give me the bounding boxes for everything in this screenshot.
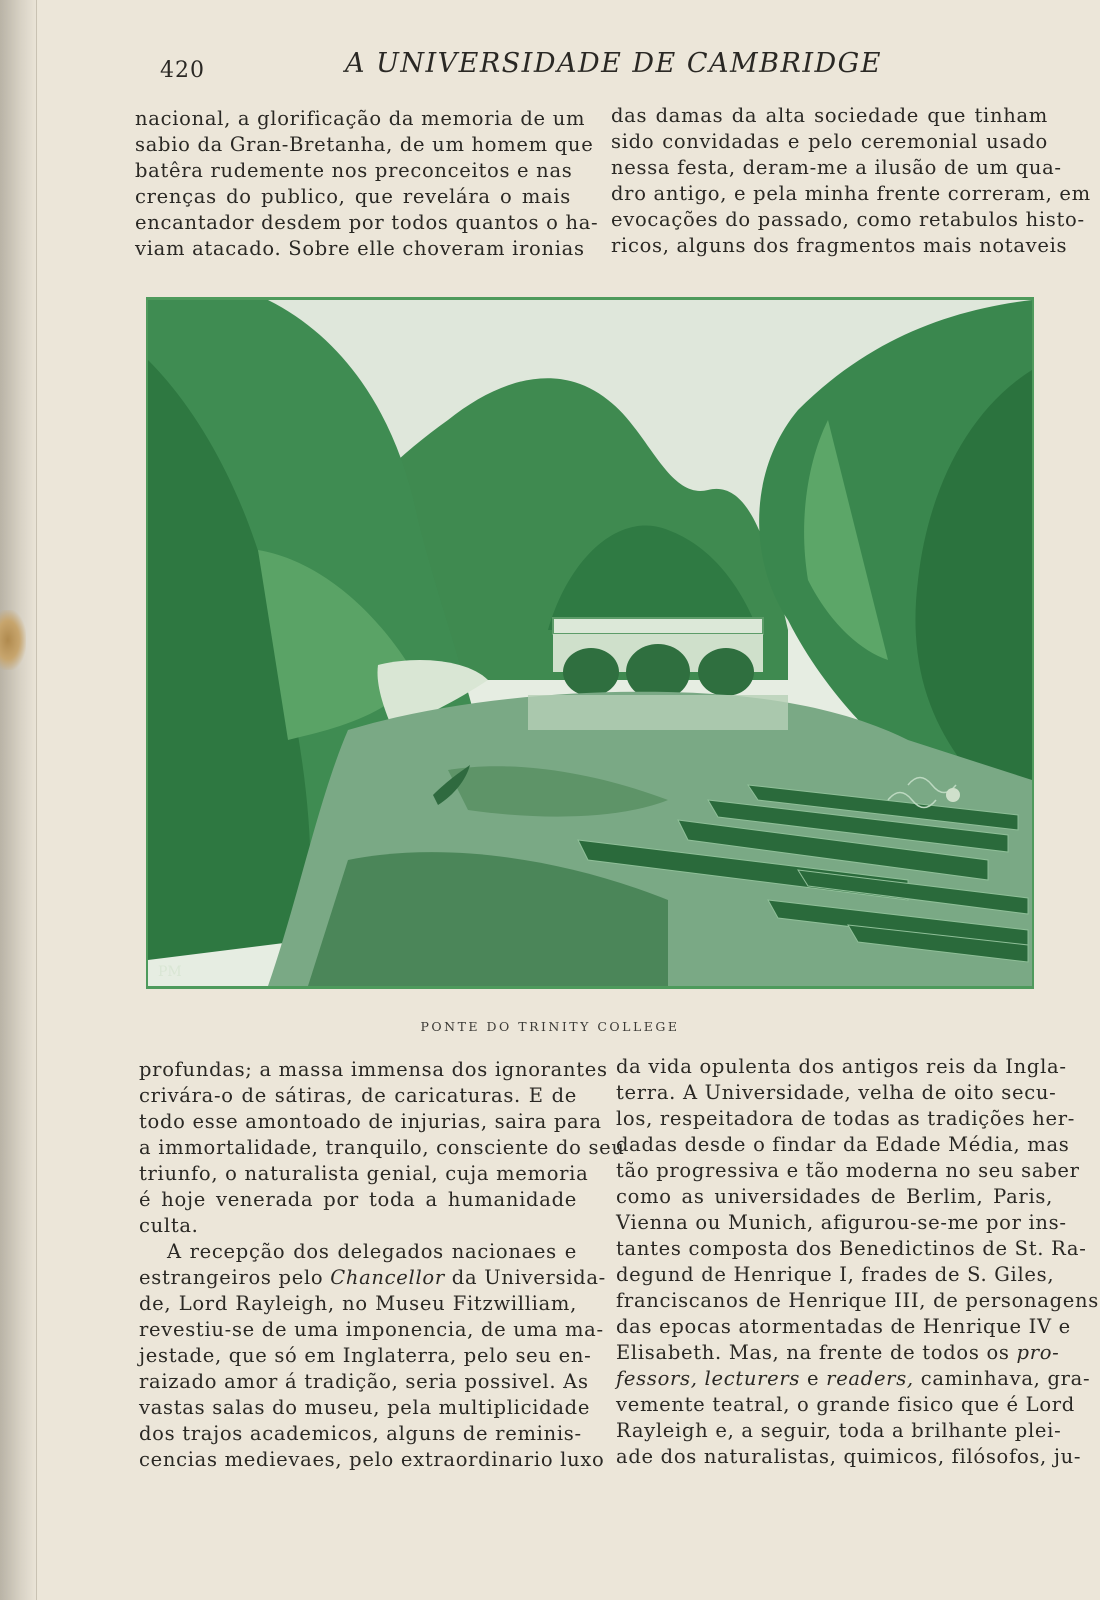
page-number: 420 — [160, 58, 205, 83]
text-line: Rayleigh e, a seguir, toda a brilhante plei- — [616, 1419, 1062, 1442]
text-line: terra. A Universidade, velha de oito secu- — [616, 1081, 1057, 1104]
text-line: Vienna ou Munich, afigurou-se-me por ins- — [616, 1211, 1067, 1234]
text-line-mixed — [139, 1265, 606, 1291]
text-line: tão progressiva e tão moderna no seu saber — [616, 1159, 1080, 1182]
text-line: sido convidadas e pelo ceremonial usado — [611, 130, 1048, 153]
text-line: crivára-o de sátiras, de caricaturas. E de — [139, 1084, 577, 1107]
bridge-photo-illustration — [148, 300, 1032, 986]
text-line: da vida opulenta dos antigos reis da Ingla- — [616, 1055, 1067, 1078]
text-line: nessa festa, deram-me a ilusão de um qua- — [611, 156, 1062, 179]
text-line: encantador desdem por todos quantos o ha- — [135, 211, 599, 234]
text-run: caminhava, gra- — [913, 1367, 1091, 1390]
text-line: é hoje venerada por toda a humanidade — [139, 1188, 577, 1211]
text-run: da Universida- — [444, 1266, 606, 1289]
paper-stain — [0, 610, 26, 670]
text-line: a immortalidade, tranquilo, consciente do seu — [139, 1136, 625, 1159]
text-line: das damas da alta sociedade que tinham — [611, 104, 1048, 127]
italic-term-lecturers: fessors, lecturers — [616, 1367, 801, 1390]
text-line: crenças do publico, que revelára o mais — [135, 185, 571, 208]
text-line: cencias medievaes, pelo extraordinario luxo — [139, 1448, 605, 1471]
text-line: de, Lord Rayleigh, no Museu Fitzwilliam, — [139, 1292, 577, 1315]
text-line: ade dos naturalistas, quimicos, filósofos, ju- — [616, 1445, 1082, 1468]
text-line: viam atacado. Sobre elle choveram ironias — [135, 237, 585, 260]
text-line: das epocas atormentadas de Henrique IV e — [616, 1315, 1071, 1338]
bottom-left-column — [139, 1057, 625, 1473]
text-line: vastas salas do museu, pela multiplicidade — [139, 1396, 591, 1419]
text-line: culta. — [139, 1214, 199, 1237]
page-gutter-shadow — [0, 0, 38, 1600]
bridge-photograph — [146, 297, 1034, 989]
text-line: todo esse amontoado de injurias, saira para — [139, 1110, 602, 1133]
text-line-mixed — [616, 1340, 1060, 1366]
text-line: jestade, que só em Inglaterra, pelo seu en- — [139, 1344, 592, 1367]
text-run: e — [800, 1367, 827, 1390]
text-line: A recepção dos delegados nacionaes e — [167, 1240, 577, 1263]
text-run: estrangeiros pelo — [139, 1266, 331, 1289]
text-line: batêra rudemente nos preconceitos e nas — [135, 159, 573, 182]
italic-term-chancellor: Chancellor — [330, 1266, 445, 1289]
italic-term-professors: pro- — [1016, 1341, 1060, 1364]
photo-signature: PM — [158, 964, 182, 980]
text-line: evocações do passado, como retabulos histo- — [611, 208, 1085, 231]
text-line: como as universidades de Berlim, Paris, — [616, 1185, 1053, 1208]
text-line: dadas desde o findar da Edade Média, mas — [616, 1133, 1070, 1156]
text-line: dro antigo, e pela minha frente correram, em — [611, 182, 1091, 205]
text-line: profundas; a massa immensa dos ignorantes — [139, 1058, 608, 1081]
text-line: franciscanos de Henrique III, de personagens — [616, 1289, 1099, 1312]
text-line: triunfo, o naturalista genial, cuja memoria — [139, 1162, 589, 1185]
text-line: raizado amor á tradição, seria possivel. As — [139, 1370, 589, 1393]
text-line: los, respeitadora de todas as tradições her- — [616, 1107, 1076, 1130]
text-line: revestiu-se de uma imponencia, de uma ma- — [139, 1318, 604, 1341]
top-left-column — [135, 106, 599, 262]
italic-term-readers: readers, — [826, 1367, 914, 1390]
text-line: degund de Henrique I, frades de S. Giles, — [616, 1263, 1055, 1286]
top-right-column — [611, 103, 1091, 259]
text-line: ricos, alguns dos fragmentos mais notaveis — [611, 234, 1068, 257]
text-line-mixed — [616, 1366, 1091, 1392]
text-line: dos trajos academicos, alguns de reminis- — [139, 1422, 582, 1445]
running-title: A UNIVERSIDADE DE CAMBRIDGE — [345, 48, 882, 79]
text-line: tantes composta dos Benedictinos de St. Ra- — [616, 1237, 1087, 1260]
bottom-right-column — [616, 1054, 1099, 1470]
text-run: Elisabeth. Mas, na frente de todos os — [616, 1341, 1017, 1364]
photo-caption: PONTE DO TRINITY COLLEGE — [420, 1019, 680, 1034]
text-line: nacional, a glorificação da memoria de um — [135, 107, 586, 130]
text-line: vemente teatral, o grande fisico que é Lord — [616, 1393, 1075, 1416]
text-line: sabio da Gran-Bretanha, de um homem que — [135, 133, 594, 156]
page-gutter-line — [36, 0, 37, 1600]
